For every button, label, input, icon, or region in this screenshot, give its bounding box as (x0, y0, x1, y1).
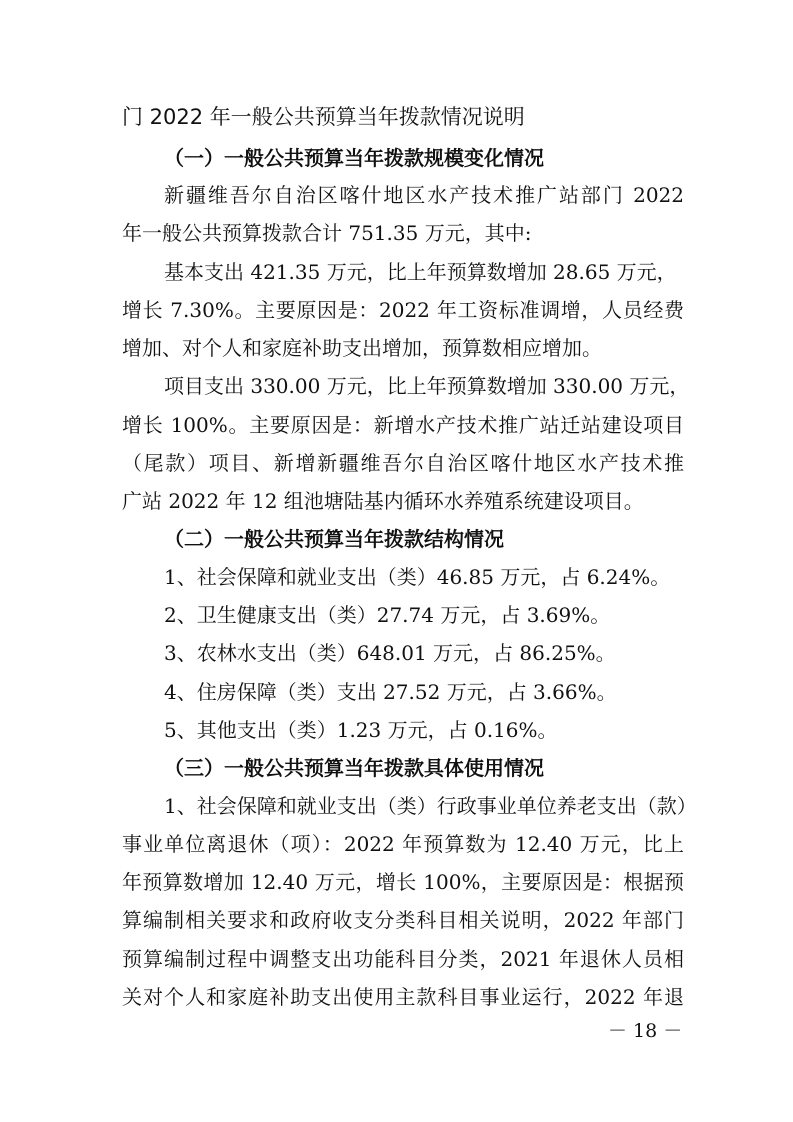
paragraph-line: 增长 100%。主要原因是：新增水产技术推广站迁站建设项目 (122, 413, 684, 437)
list-item: 2、卫生健康支出（类）27.74 万元，占 3.69%。 (164, 603, 611, 627)
list-item: 1、社会保障和就业支出（类）46.85 万元，占 6.24%。 (164, 565, 671, 589)
section-heading-3: （三）一般公共预算当年拨款具体使用情况 (164, 756, 544, 780)
paragraph-line: 项目支出 330.00 万元，比上年预算数增加 330.00 万元， (164, 374, 690, 398)
paragraph-line: 1、社会保障和就业支出（类）行政事业单位养老支出（款） (164, 794, 697, 818)
paragraph-line: （尾款）项目、新增新疆维吾尔自治区喀什地区水产技术推 (122, 451, 684, 475)
paragraph-line: 增加、对个人和家庭补助支出增加，预算数相应增加。 (122, 336, 602, 360)
paragraph-line: 事业单位离退休（项）：2022 年预算数为 12.40 万元，比上 (122, 832, 684, 856)
paragraph-line: 增长 7.30%。主要原因是：2022 年工资标准调增，人员经费 (122, 298, 684, 322)
section-heading-1: （一）一般公共预算当年拨款规模变化情况 (164, 146, 544, 170)
list-item: 5、其他支出（类）1.23 万元，占 0.16%。 (164, 718, 558, 742)
page-title: 门 2022 年一般公共预算当年拨款情况说明 (122, 105, 525, 129)
list-item: 3、农林水支出（类）648.01 万元，占 86.25%。 (164, 641, 616, 665)
paragraph-line: 年预算数增加 12.40 万元，增长 100%，主要原因是：根据预 (122, 870, 684, 894)
paragraph-line: 广站 2022 年 12 组池塘陆基内循环水养殖系统建设项目。 (122, 489, 644, 513)
section-heading-2: （二）一般公共预算当年拨款结构情况 (164, 527, 504, 551)
paragraph-line: 算编制相关要求和政府收支分类科目相关说明，2022 年部门 (122, 908, 684, 932)
page-number: － 18 － (608, 1020, 683, 1042)
list-item: 4、住房保障（类）支出 27.52 万元，占 3.66%。 (164, 680, 617, 704)
paragraph-line: 基本支出 421.35 万元，比上年预算数增加 28.65 万元， (164, 260, 677, 284)
paragraph-line: 新疆维吾尔自治区喀什地区水产技术推广站部门 2022 (164, 183, 684, 207)
paragraph-line: 预算编制过程中调整支出功能科目分类，2021 年退休人员相 (122, 947, 684, 971)
paragraph-line: 年一般公共预算拨款合计 751.35 万元，其中: (122, 221, 532, 245)
paragraph-line: 关对个人和家庭补助支出使用主款科目事业运行，2022 年退 (122, 985, 684, 1009)
